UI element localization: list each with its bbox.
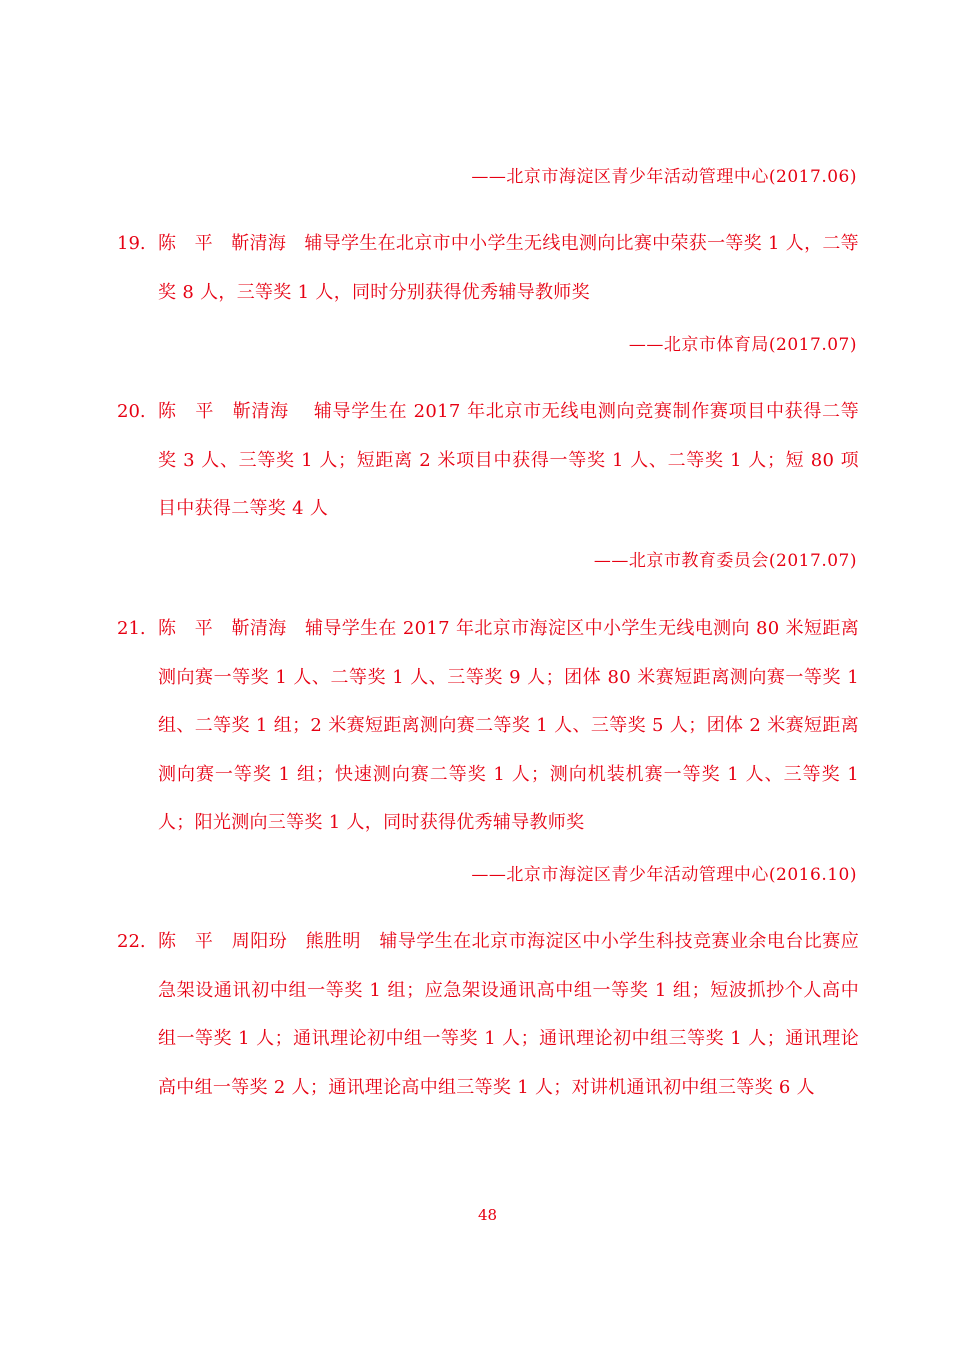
entry-20 [117, 388, 859, 534]
entry-text: 陈 平 靳清海 辅导学生在北京市中小学生无线电测向比赛中荣获一等奖 1 人，二等奖 8 人，三等奖 1 人，同时分别获得优秀辅导教师奖 [158, 233, 859, 303]
source-attribution-top: ——北京市海淀区青少年活动管理中心(2017.06) [471, 167, 857, 187]
entry-number: 20. [117, 401, 146, 422]
entry-22 [117, 918, 859, 1112]
entry-21 [117, 605, 859, 848]
source-attribution-20: ——北京市教育委员会(2017.07) [593, 551, 857, 571]
entry-number: 21. [117, 618, 146, 639]
entry-number: 19. [117, 233, 146, 254]
entry-text: 陈 平 周阳玢 熊胜明 辅导学生在北京市海淀区中小学生科技竞赛业余电台比赛应急架设通讯初中组一等奖 1 组；应急架设通讯高中组一等奖 1 组；短波抓抄个人高中组一等奖 1 人；通讯理论初中组一等奖 1 人；通讯理论初中组三等奖 1 人；通讯理论高中组一等奖 2 人；通讯理论高中组三等奖 1 人；对讲机通讯初中组三等奖 6 人 [158, 931, 859, 1098]
entry-19 [117, 220, 859, 317]
entry-number: 22. [117, 931, 146, 952]
page-number: 48 [477, 1206, 498, 1224]
source-attribution-19: ——北京市体育局(2017.07) [628, 335, 857, 355]
entry-text: 陈 平 靳清海 辅导学生在 2017 年北京市海淀区中小学生无线电测向 80 米短距离测向赛一等奖 1 人、二等奖 1 人、三等奖 9 人；团体 80 米赛短距离测向赛一等奖 1 组、二等奖 1 组；2 米赛短距离测向赛二等奖 1 人、三等奖 5 人；团体 2 米赛短距离测向赛一等奖 1 组；快速测向赛二等奖 1 人；测向机装机赛一等奖 1 人、三等奖 1 人；阳光测向三等奖 1 人，同时获得优秀辅导教师奖 [158, 618, 859, 833]
source-attribution-21: ——北京市海淀区青少年活动管理中心(2016.10) [471, 865, 857, 885]
entry-text: 陈 平 靳清海 辅导学生在 2017 年北京市无线电测向竞赛制作赛项目中获得二等奖 3 人、三等奖 1 人；短距离 2 米项目中获得一等奖 1 人、二等奖 1 人；短 80 项目中获得二等奖 4 人 [158, 401, 859, 519]
